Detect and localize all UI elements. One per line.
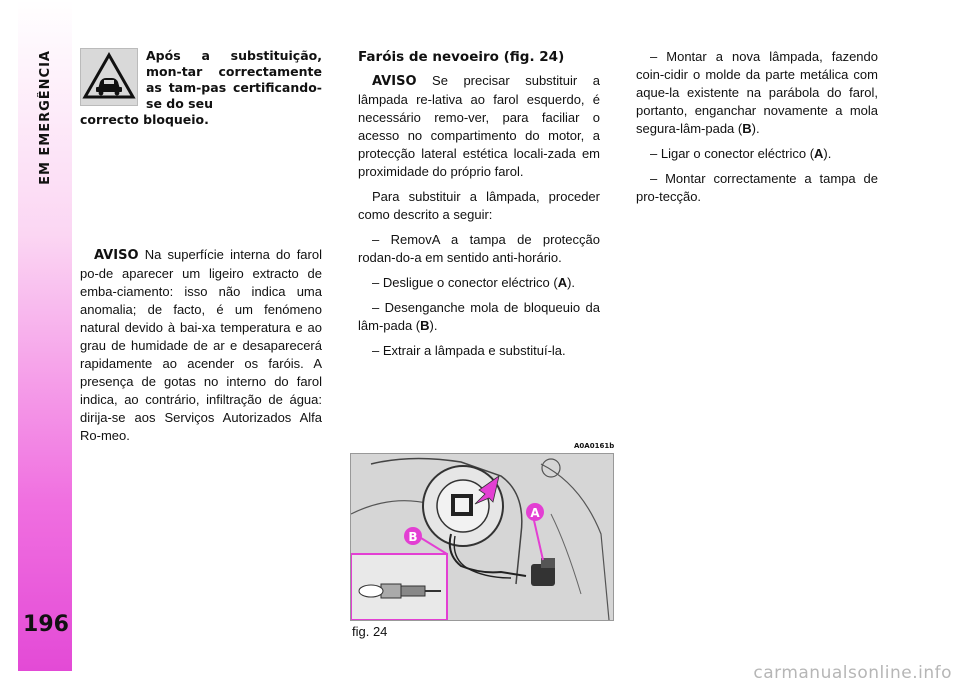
label-a: A — [530, 506, 540, 520]
step-text: ). — [429, 318, 438, 333]
step-text: – Montar a nova lâmpada, fazendo coin-cidir o molde da parte metálica com aque-la existente na parábola do farol, portanto, enganchar novamente a mola segura-lâm-pada ( — [636, 49, 878, 136]
page-number: 196 — [23, 612, 69, 637]
figure-caption: fig. 24 — [352, 624, 388, 639]
step-remove-cover: – RemovA a tampa de protecção rodan-do-a em sentido anti-horário. — [358, 232, 600, 265]
fog-light-drawing — [351, 454, 613, 620]
warning-block — [80, 48, 322, 126]
step-disconnect — [358, 274, 600, 292]
figure-code: A0A0161b — [574, 442, 615, 450]
left-column — [80, 48, 322, 452]
step-extract-bulb: – Extrair a lâmpada e substituí-la. — [372, 343, 566, 358]
step-text: – Desligue o conector eléctrico ( — [372, 275, 558, 290]
fog-light-illustration — [350, 453, 614, 621]
warning-lead: Após a substituição, mon-tar correctamente as tam-pas certificando-se do seu — [146, 48, 322, 111]
ref-letter: B — [420, 318, 430, 333]
ref-letter: B — [742, 121, 752, 136]
step-text: ). — [823, 146, 832, 161]
step-mount-bulb — [636, 48, 878, 138]
aviso-label: AVISO — [94, 248, 139, 263]
step-text: – Desenganche mola de bloqueuio da lâm-pada ( — [358, 300, 600, 333]
step-text: ). — [751, 121, 760, 136]
right-column — [636, 48, 878, 213]
aviso-text: Se precisar substituir a lâmpada re-lativa ao farol esquerdo, é necessário remo-ver, para faciliar o acesso no compartimento do motor, a protecção lateral estética locali-zada em proximidade do próprio farol. — [358, 73, 600, 179]
step-mount-cover: – Montar correctamente a tampa de pro-tecção. — [636, 171, 878, 204]
ref-letter: A — [557, 275, 568, 290]
step-connect — [636, 145, 878, 163]
step-text: – Ligar o conector eléctrico ( — [650, 146, 815, 161]
watermark: carmanualsonline.info — [753, 663, 952, 683]
warning-car-icon — [80, 48, 138, 106]
section-heading: Faróis de nevoeiro (fig. 24) — [358, 49, 565, 65]
section-title-text: EM EMERGÊNCIA — [37, 50, 53, 185]
paragraph: Para substituir a lâmpada, proceder como descrito a seguir: — [358, 189, 600, 222]
middle-column — [358, 48, 600, 367]
step-unhook-spring — [358, 299, 600, 335]
step-text: ). — [567, 275, 576, 290]
label-b: B — [408, 530, 418, 544]
ref-letter: A — [814, 146, 824, 161]
warning-tail: correcto bloqueio. — [80, 112, 209, 127]
aviso-label: AVISO — [372, 74, 417, 89]
aviso-text: Na superfície interna do farol po-de aparecer um ligeiro extracto de emba-ciamento: isso não indica uma anomalia; de facto, é um fenómeno natural devido à bai-xa temperatura e ao grau de humidade de ar e desaparecerá rapidamente ao acender os faróis. A presença de gotas no interno do farol indica, ao contrário, infiltração de água: dirija-se aos Serviços Autorizados Alfa Ro-meo. — [80, 247, 322, 443]
aviso-paragraph-left — [80, 246, 322, 445]
aviso-paragraph-middle — [358, 72, 600, 181]
section-title — [28, 50, 62, 210]
